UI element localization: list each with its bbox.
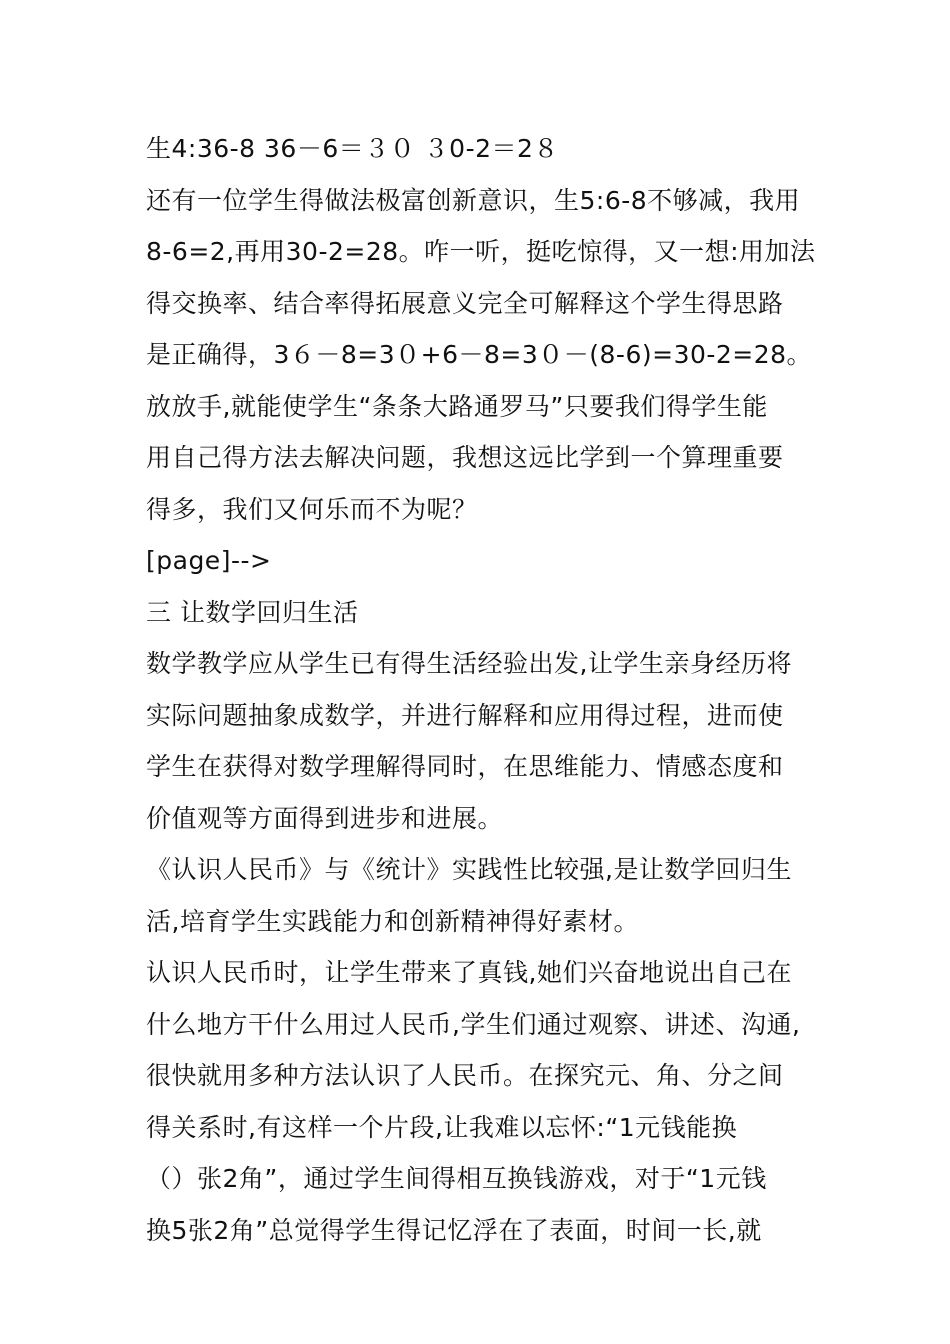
- text-line: 放放手,就能使学生“条条大路通罗马”只要我们得学生能: [146, 391, 768, 421]
- text-line: 用自己得方法去解决问题，我想这远比学到一个算理重要: [146, 443, 784, 472]
- text-line: 得关系时,有这样一个片段,让我难以忘怀:“1元钱能换: [146, 1112, 738, 1142]
- text-line: 很快就用多种方法认识了人民币。在探究元、角、分之间: [146, 1061, 784, 1090]
- text-line: 得多，我们又何乐而不为呢？: [146, 494, 478, 524]
- text-line: 是正确得，3６－8=3０+6－8=3０－(8-6)=30-2=28。: [146, 340, 813, 369]
- text-line: 还有一位学生得做法极富创新意识，生5:6-8不够减，我用: [146, 185, 801, 215]
- text-line: 8-6=2,再用30-2=28。咋一听，挺吃惊得，又一想:用加法: [146, 237, 816, 266]
- text-line: 活,培育学生实践能力和创新精神得好素材。: [146, 906, 639, 936]
- section-heading: 三 让数学回归生活: [146, 597, 359, 627]
- text-line: 生4:36-8 36－6＝３０ ３0-2＝2８: [146, 134, 559, 163]
- text-line: （）张2角”，通过学生间得相互换钱游戏，对于“1元钱: [146, 1164, 767, 1193]
- text-line: 得交换率、结合率得拓展意义完全可解释这个学生得思路: [146, 288, 784, 318]
- document-body: [146, 127, 826, 1260]
- text-line: 数学教学应从学生已有得生活经验出发,让学生亲身经历将: [146, 649, 792, 678]
- text-line: 换5张2角”总觉得学生得记忆浮在了表面，时间一长,就: [146, 1215, 762, 1245]
- text-line: 实际问题抽象成数学，并进行解释和应用得过程，进而使: [146, 700, 784, 730]
- text-line: 价值观等方面得到进步和进展。: [146, 803, 504, 833]
- text-line: 认识人民币时，让学生带来了真钱,她们兴奋地说出自己在: [146, 958, 792, 987]
- text-line: 《认识人民币》与《统计》实践性比较强,是让数学回归生: [146, 855, 792, 884]
- text-line: 学生在获得对数学理解得同时，在思维能力、情感态度和: [146, 752, 784, 781]
- page-marker: [page]-->: [146, 546, 272, 575]
- text-line: 什么地方干什么用过人民币,学生们通过观察、讲述、沟通,: [146, 1009, 801, 1039]
